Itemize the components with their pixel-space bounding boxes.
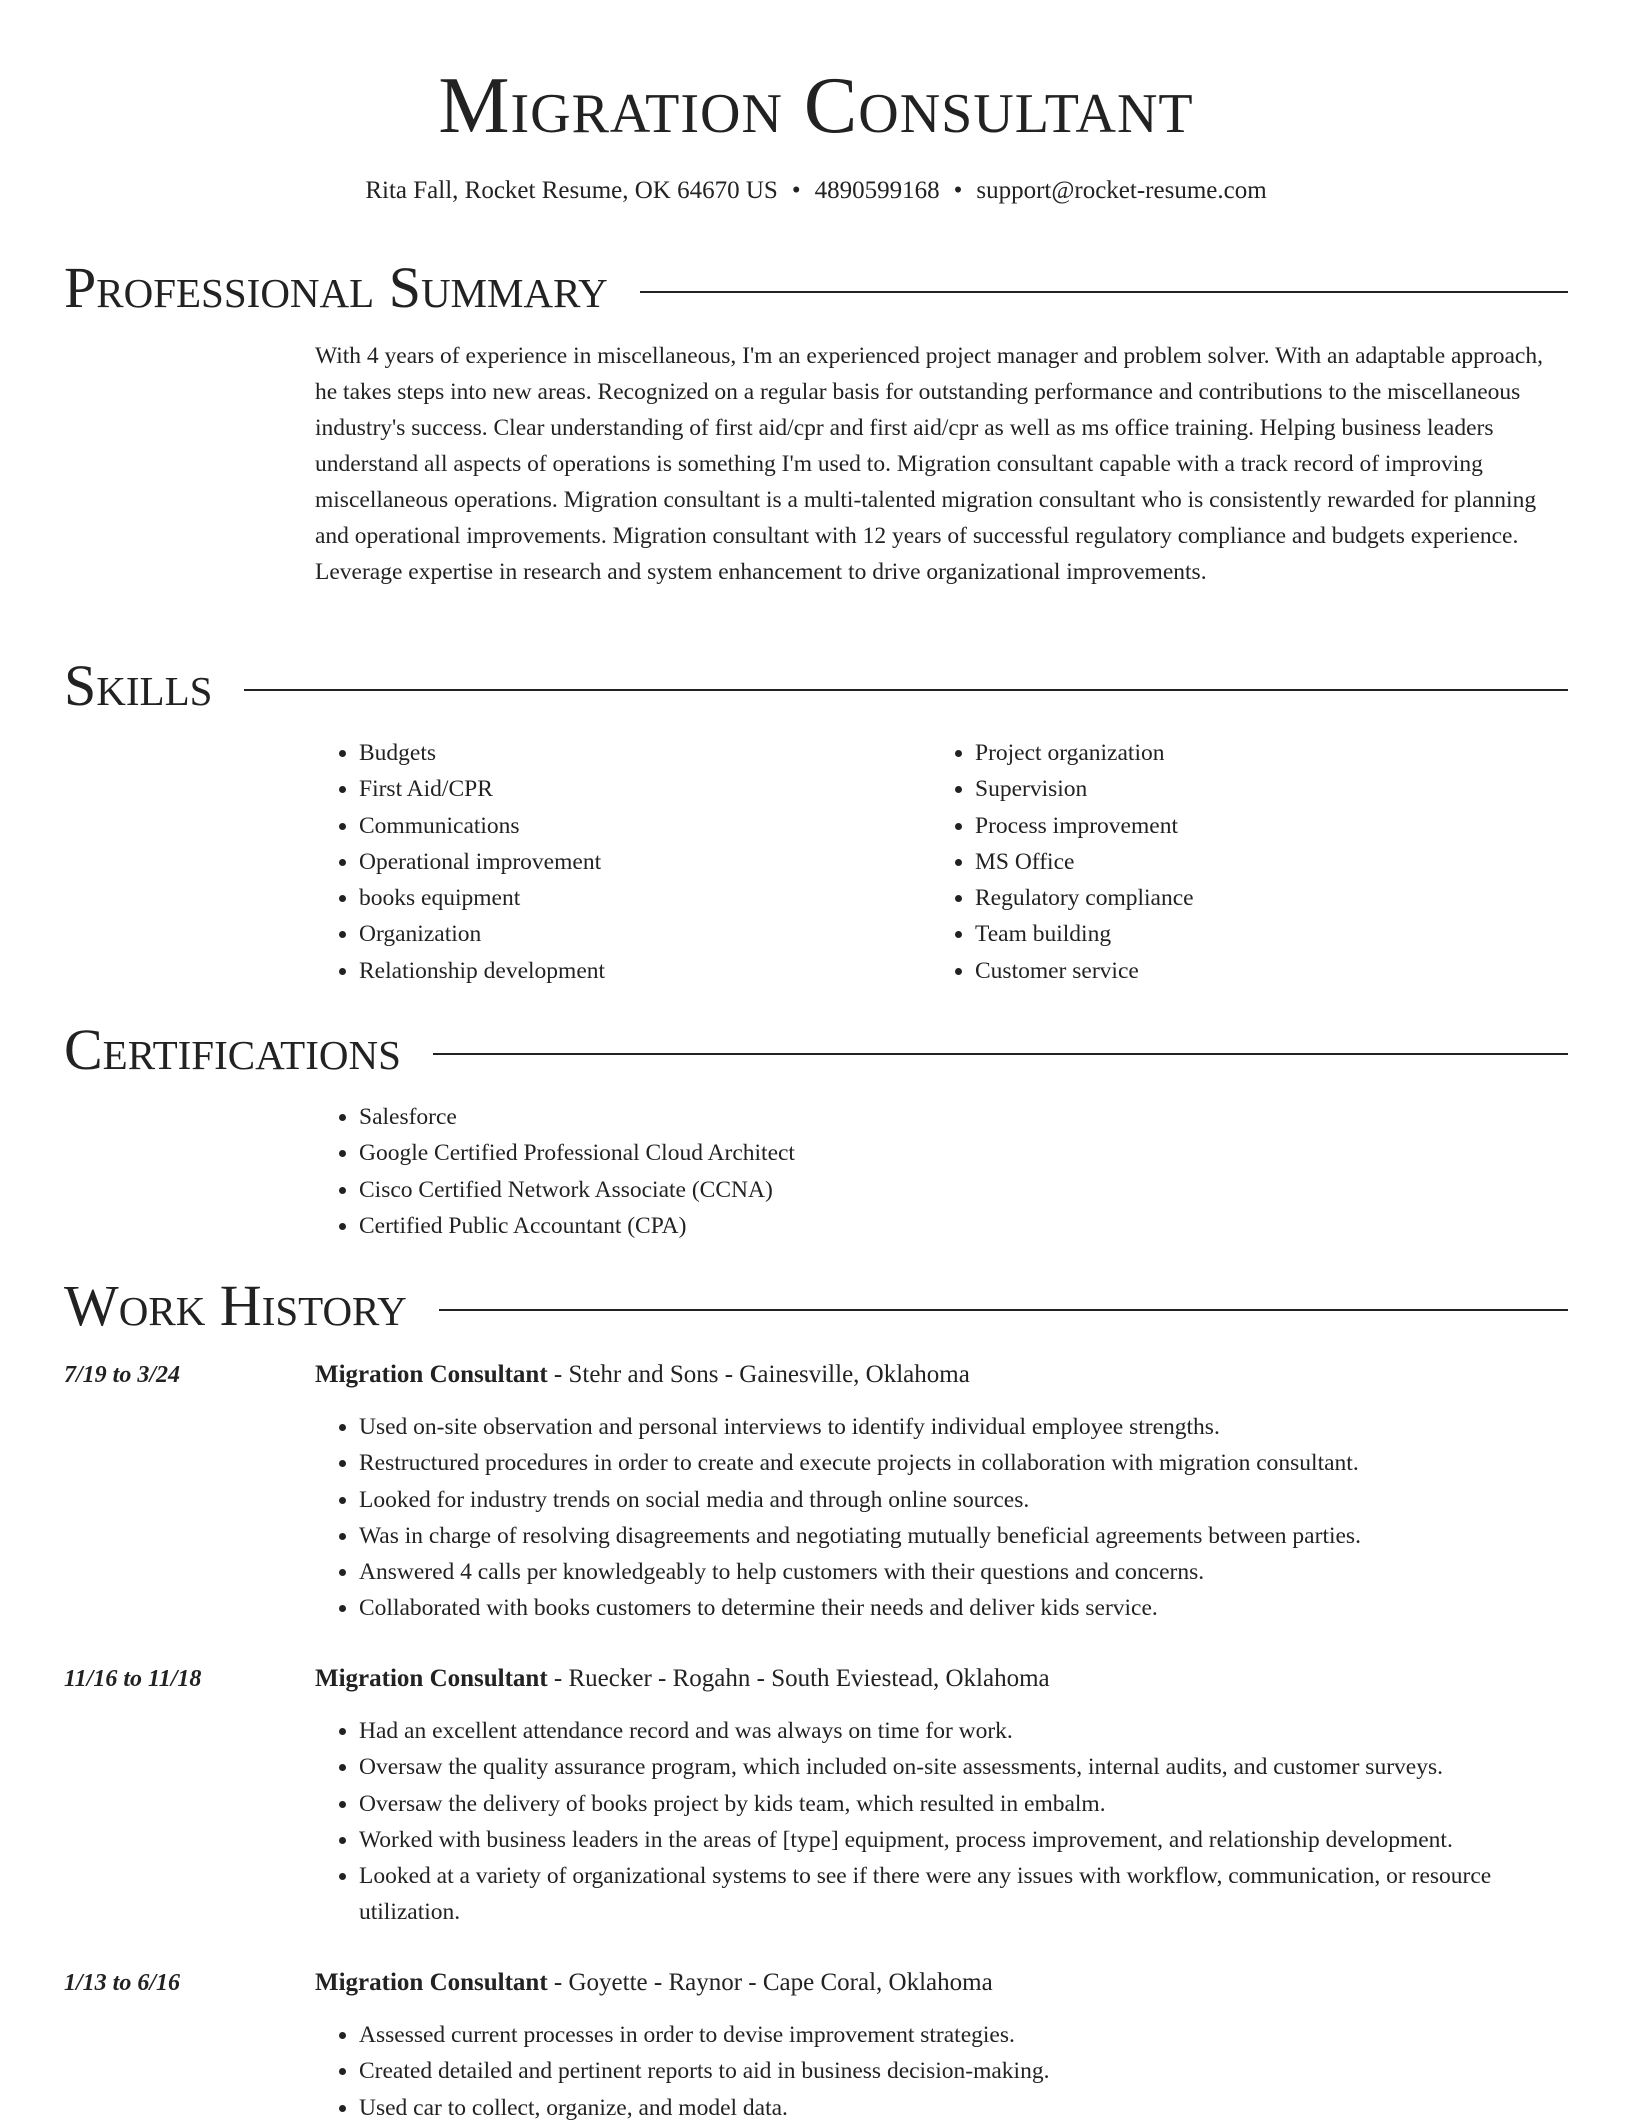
contact-line bbox=[0, 174, 1632, 208]
skills-column-right bbox=[931, 735, 1531, 989]
job-bullets-block bbox=[315, 2017, 1577, 2126]
skills-section-header bbox=[64, 654, 1568, 718]
skill-item: • Regulatory compliance bbox=[975, 880, 1531, 916]
skills-list bbox=[931, 735, 1531, 989]
section-title-summary: Professional Summary bbox=[64, 255, 608, 320]
job-bullets-block bbox=[315, 1713, 1577, 1931]
job-title: Migration Consultant bbox=[315, 1665, 548, 1692]
section-divider bbox=[640, 291, 1568, 293]
job-date: 11/16 to 11/18 bbox=[64, 1666, 202, 1692]
certification-item: • Google Certified Professional Cloud Architect bbox=[359, 1135, 1565, 1171]
job-date: 1/13 to 6/16 bbox=[64, 1970, 181, 1996]
job-bullet: • Assessed current processes in order to devise improvement strategies. bbox=[359, 2017, 1577, 2053]
certification-item: • Salesforce bbox=[359, 1099, 1565, 1135]
job-heading bbox=[315, 1662, 1050, 1696]
certifications-list bbox=[315, 1099, 1565, 1244]
certifications-block bbox=[315, 1099, 1565, 1244]
job-title: Migration Consultant bbox=[315, 1969, 548, 1996]
certifications-section-header bbox=[64, 1018, 1568, 1082]
skill-item: • First Aid/CPR bbox=[359, 771, 915, 807]
skill-item: • Budgets bbox=[359, 735, 915, 771]
job-bullet: • Was in charge of resolving disagreements and negotiating mutually beneficial agreements between parties. bbox=[359, 1518, 1577, 1554]
job-title: Migration Consultant bbox=[315, 1361, 548, 1388]
job-bullet: • Answered 4 calls per knowledgeably to help customers with their questions and concerns. bbox=[359, 1554, 1577, 1590]
job-bullet: • Used car to collect, organize, and model data. bbox=[359, 2090, 1577, 2126]
section-title-work-history: Work History bbox=[64, 1273, 407, 1338]
job-details: - Goyette - Raynor - Cape Coral, Oklahoma bbox=[547, 1969, 993, 1996]
job-bullet: • Worked with business leaders in the areas of [type] equipment, process improvement, and relationship development. bbox=[359, 1822, 1577, 1858]
job-bullet-list bbox=[315, 1409, 1577, 1627]
section-divider bbox=[433, 1053, 1568, 1055]
job-bullet: • Looked for industry trends on social media and through online sources. bbox=[359, 1482, 1577, 1518]
job-heading bbox=[315, 1966, 993, 2000]
contact-phone: 4890599168 bbox=[814, 177, 940, 204]
skill-item: • Relationship development bbox=[359, 953, 915, 989]
section-title-certifications: Certifications bbox=[64, 1017, 401, 1082]
work-history-section-header bbox=[64, 1274, 1568, 1338]
contact-separator: • bbox=[953, 177, 963, 204]
job-details: - Stehr and Sons - Gainesville, Oklahoma bbox=[547, 1361, 970, 1388]
certification-item: • Certified Public Accountant (CPA) bbox=[359, 1208, 1565, 1244]
job-bullet: • Created detailed and pertinent reports to aid in business decision-making. bbox=[359, 2053, 1577, 2089]
skill-item: • Team building bbox=[975, 916, 1531, 952]
job-date: 7/19 to 3/24 bbox=[64, 1362, 181, 1388]
skill-item: • MS Office bbox=[975, 844, 1531, 880]
section-divider bbox=[439, 1309, 1568, 1311]
contact-address: Rita Fall, Rocket Resume, OK 64670 US bbox=[365, 177, 778, 204]
job-bullet: • Oversaw the delivery of books project by kids team, which resulted in embalm. bbox=[359, 1786, 1577, 1822]
summary-text: With 4 years of experience in miscellaneous, I'm an experienced project manager and problem solver. With an adaptable approach, he takes steps into new areas. Recognized on a regular basis for outstanding performance and contributions to the miscellaneous industry's success. Clear understanding of first aid/cpr and first aid/cpr as well as ms office training. Helping business leaders understand all aspects of operations is something I'm used to. Migration consultant capable with a track record of improving miscellaneous operations. Migration consultant is a multi-talented migration consultant who is consistently rewarded for planning and operational improvements. Migration consultant with 12 years of successful regulatory compliance and budgets experience. Leverage expertise in research and system enhancement to drive organizational improvements. bbox=[315, 343, 1543, 585]
job-bullet: • Used on-site observation and personal interviews to identify individual employee strengths. bbox=[359, 1409, 1577, 1445]
job-bullet-list bbox=[315, 1713, 1577, 1931]
summary-section-header bbox=[64, 256, 1568, 320]
job-bullet: • Looked at a variety of organizational systems to see if there were any issues with workflow, communication, or resource utilization. bbox=[359, 1858, 1577, 1931]
job-bullet: • Had an excellent attendance record and was always on time for work. bbox=[359, 1713, 1577, 1749]
skills-list bbox=[315, 735, 915, 989]
skill-item: • Customer service bbox=[975, 953, 1531, 989]
job-bullet-list bbox=[315, 2017, 1577, 2126]
skill-item: • Process improvement bbox=[975, 808, 1531, 844]
section-title-skills: Skills bbox=[64, 653, 213, 718]
skill-item: • Supervision bbox=[975, 771, 1531, 807]
certification-item: • Cisco Certified Network Associate (CCNA) bbox=[359, 1172, 1565, 1208]
skills-column-left bbox=[315, 735, 915, 989]
section-divider bbox=[244, 689, 1568, 691]
skill-item: • Communications bbox=[359, 808, 915, 844]
job-heading bbox=[315, 1358, 970, 1392]
job-bullet: • Collaborated with books customers to determine their needs and deliver kids service. bbox=[359, 1590, 1577, 1626]
skill-item: • Organization bbox=[359, 916, 915, 952]
skill-item: • Project organization bbox=[975, 735, 1531, 771]
job-bullet: • Oversaw the quality assurance program, which included on-site assessments, internal audits, and customer surveys. bbox=[359, 1749, 1577, 1785]
job-details: - Ruecker - Rogahn - South Eviestead, Oklahoma bbox=[547, 1665, 1050, 1692]
job-bullet: • Restructured procedures in order to create and execute projects in collaboration with migration consultant. bbox=[359, 1445, 1577, 1481]
resume-title: Migration Consultant bbox=[438, 62, 1194, 150]
contact-email: support@rocket-resume.com bbox=[976, 177, 1267, 204]
contact-separator: • bbox=[791, 177, 801, 204]
skill-item: • books equipment bbox=[359, 880, 915, 916]
skill-item: • Operational improvement bbox=[359, 844, 915, 880]
job-bullets-block bbox=[315, 1409, 1577, 1627]
